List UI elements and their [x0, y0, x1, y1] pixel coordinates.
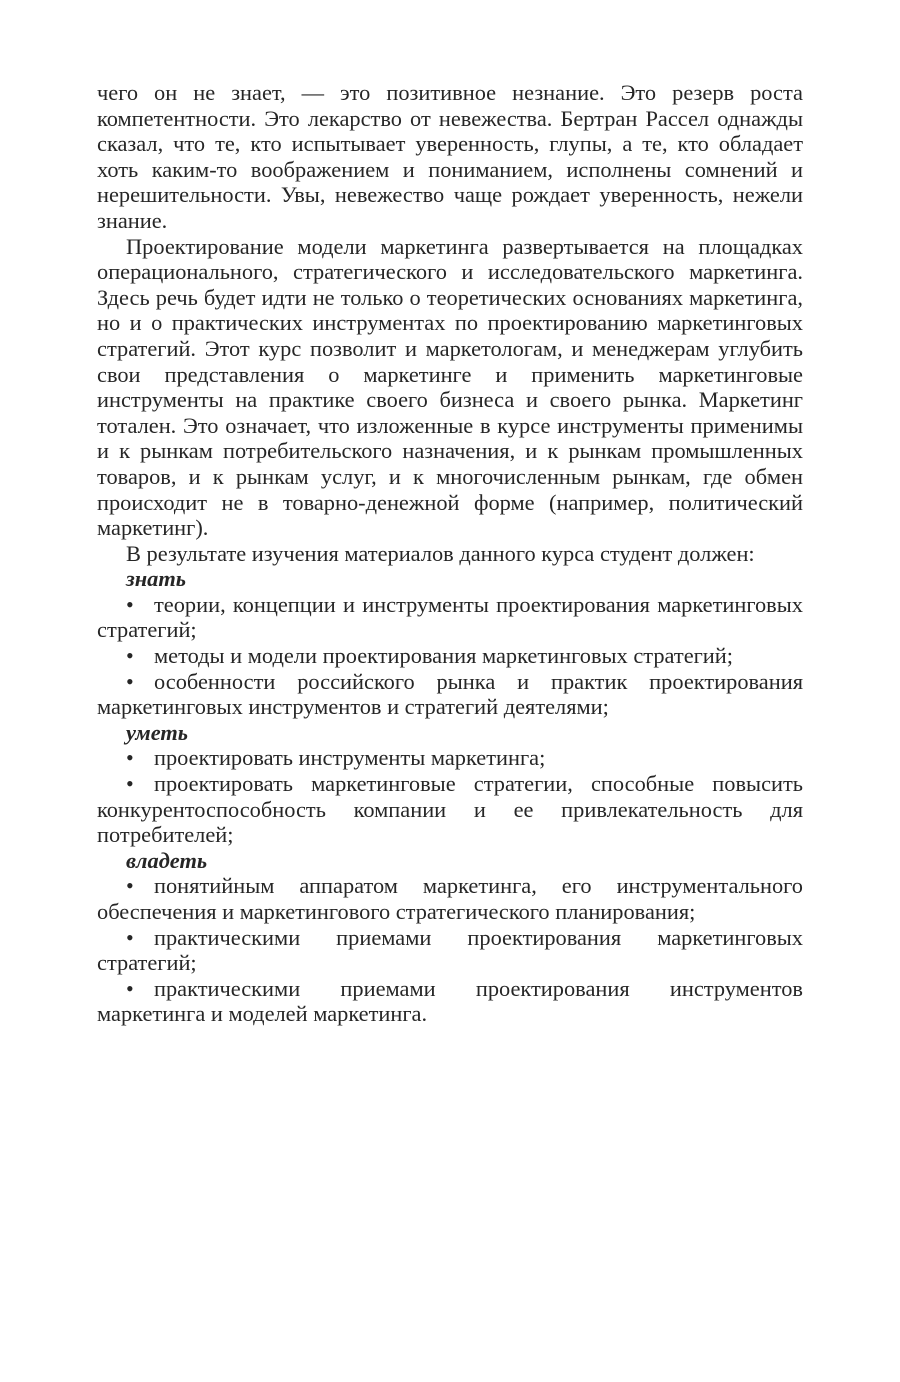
bullet-icon: [126, 771, 154, 797]
can-item: •проектировать маркетинговые стратегии, способные повысить конкурентоспособность компании и ее привлекательность для потребителей;: [97, 771, 803, 848]
know-heading: знать: [126, 566, 187, 592]
page-body: [97, 80, 803, 1027]
bullet-icon: [126, 745, 154, 771]
paragraph-model-design: Проектирование модели маркетинга развертывается на площадках операционального, стратегического и исследовательского маркетинга. Здесь речь будет идти не только о теоретических основаниях маркетинга, но и о практических инструментах по проектированию маркетинговых стратегий. Этот курс позволит и маркетологам, и менеджерам углубить свои представления о маркетинге и применить маркетинговые инструменты на практике своего бизнеса и своего рынка. Маркетинг тотален. Это означает, что изложенные в курсе инструменты применимы и к рынкам потребительского назначения, и к рынкам промышленных товаров, и к рынкам услуг, и к многочисленным рынкам, где обмен происходит не в товарно-денежной форме (например, политический маркетинг).: [97, 233, 803, 541]
know-item: •особенности российского рынка и практик проектирования маркетинговых инструментов и стратегий деятелями;: [97, 669, 803, 720]
bullet-icon: [126, 976, 154, 1002]
master-item: •понятийным аппаратом маркетинга, его инструментального обеспечения и маркетингового стратегического планирования;: [97, 873, 803, 924]
can-heading: уметь: [126, 719, 189, 745]
master-item: •практическими приемами проектирования инструментов маркетинга и моделей маркетинга.: [97, 976, 803, 1027]
know-item: •методы и модели проектирования маркетинговых стратегий;: [97, 643, 803, 669]
know-item: •теории, концепции и инструменты проектирования маркетинговых стратегий;: [97, 592, 803, 643]
bullet-icon: [126, 669, 154, 695]
master-section: [97, 848, 803, 1027]
know-section: [97, 566, 803, 720]
paragraph-learning-outcomes: В результате изучения материалов данного курса студент должен:: [126, 540, 755, 566]
bullet-icon: [126, 925, 154, 951]
master-heading: владеть: [126, 847, 208, 873]
paragraph-intro-continuation: чего он не знает, — это позитивное незнание. Это резерв роста компетентности. Это лекарство от невежества. Бертран Рассел однажды сказал, что те, кто испытывает уверенность, глупы, а те, кто обладает хоть каким-то воображением и пониманием, исполнены сомнений и нерешительности. Увы, невежество чаще рождает уверенность, нежели знание.: [97, 80, 803, 233]
can-section: [97, 720, 803, 848]
bullet-icon: [126, 873, 154, 899]
bullet-icon: [126, 592, 154, 618]
bullet-icon: [126, 643, 154, 669]
can-item: •проектировать инструменты маркетинга;: [97, 745, 803, 771]
master-item: •практическими приемами проектирования маркетинговых стратегий;: [97, 925, 803, 976]
